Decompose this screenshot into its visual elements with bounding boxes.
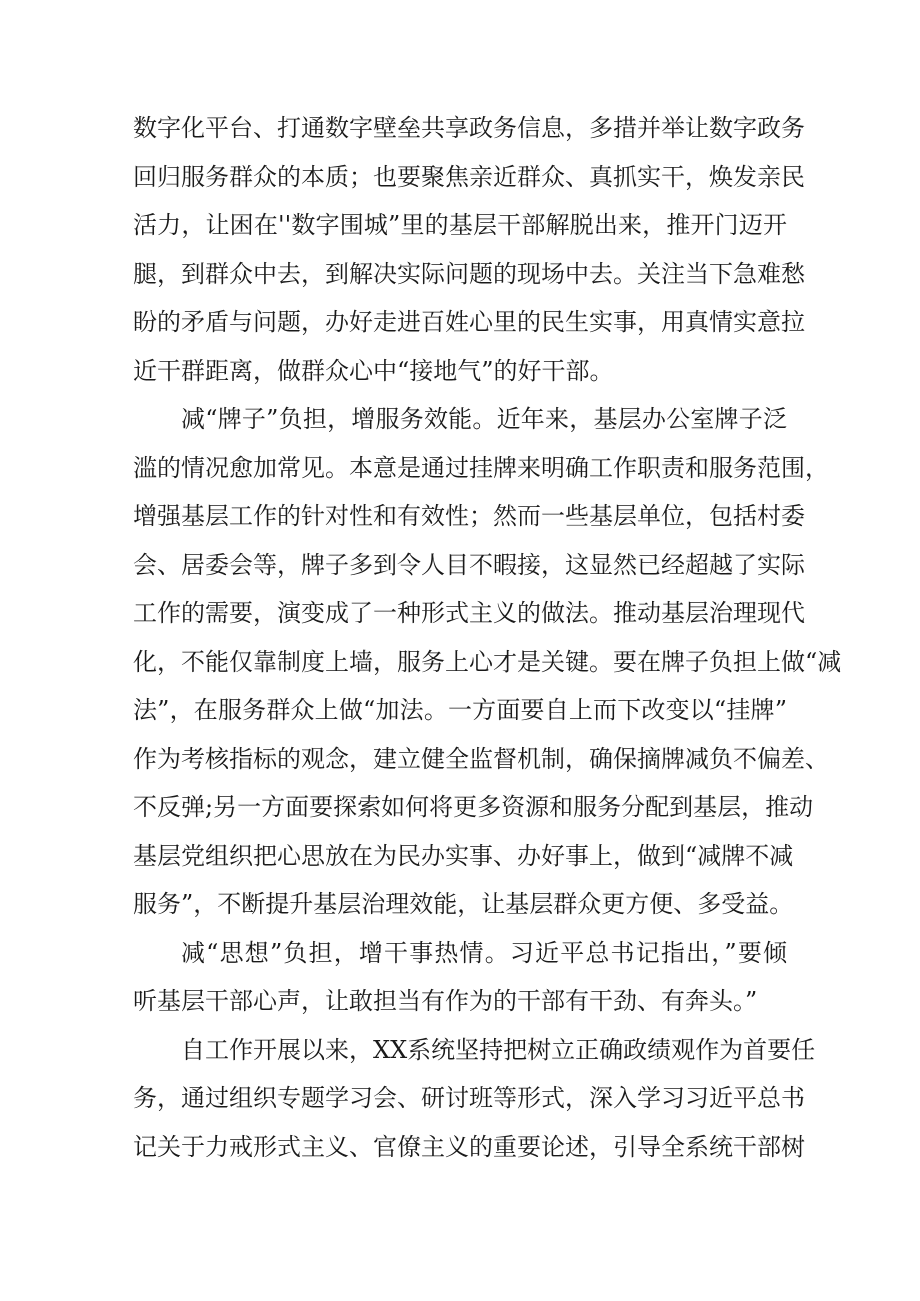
paragraph-start-line: 减“思想”负担，增干事热情。习近平总书记指出，”要倾 <box>181 938 787 967</box>
text-line: 工作的需要，演变成了一种形式主义的做法。推动基层治理现代 <box>133 599 805 627</box>
text-line: 数字化平台、打通数字壁垒共享政务信息，多措并举让数字政务 <box>133 114 805 142</box>
paragraph-start-line: 减“牌子”负担，增服务效能。近年来，基层办公室牌子泛 <box>181 405 787 433</box>
text-line: 近干群距离，做群众心中“接地气”的好干部。 <box>133 356 614 385</box>
document-body <box>133 104 842 1171</box>
text-line: 记关于力戒形式主义、官僚主义的重要论述，引导全系统干部树 <box>133 1132 805 1161</box>
text-line: 法”，在服务群众上做“加法。一方面要自上而下改变以“挂牌” <box>133 696 787 724</box>
text-line: 回归服务群众的本质；也要聚焦亲近群众、真抓实干，焕发亲民 <box>133 162 805 191</box>
text-line: 会、居委会等，牌子多到令人目不暇接，这显然已经超越了实际 <box>133 550 805 579</box>
text-line: 基层党组织把心思放在为民办实事、办好事上，做到“减牌不减 <box>133 841 794 870</box>
text-line: 活力，让困在''数字围城”里的基层干部解脱出来，推开门迈开 <box>133 211 787 239</box>
text-line: 服务”，不断提升基层治理效能，让基层群众更方便、多受益。 <box>133 890 794 918</box>
text-line: 不反弹;另一方面要探索如何将更多资源和服务分配到基层，推动 <box>133 793 814 821</box>
text-line: 盼的矛盾与问题，办好走进百姓心里的民生实事，用真情实意拉 <box>133 308 805 336</box>
text-line: 增强基层工作的针对性和有效性；然而一些基层单位，包括村委 <box>133 502 805 530</box>
text-line: 听基层干部心声，让敢担当有作为的干部有干劲、有奔头。” <box>133 987 758 1015</box>
text-line: 作为考核指标的观念，建立健全监督机制，确保摘牌减负不偏差、 <box>133 744 829 773</box>
text-line: 腿，到群众中去，到解决实际问题的现场中去。关注当下急难愁 <box>133 259 805 288</box>
text-line: 滥的情况愈加常见。本意是通过挂牌来明确工作职责和服务范围， <box>133 453 829 482</box>
paragraph-start-line: 自工作开展以来，XX系统坚持把树立正确政绩观作为首要任 <box>181 1035 816 1064</box>
text-line: 化，不能仅靠制度上墙，服务上心才是关键。要在牌子负担上做“减 <box>133 647 842 676</box>
text-line: 务，通过组织专题学习会、研讨班等形式，深入学习习近平总书 <box>133 1084 805 1112</box>
